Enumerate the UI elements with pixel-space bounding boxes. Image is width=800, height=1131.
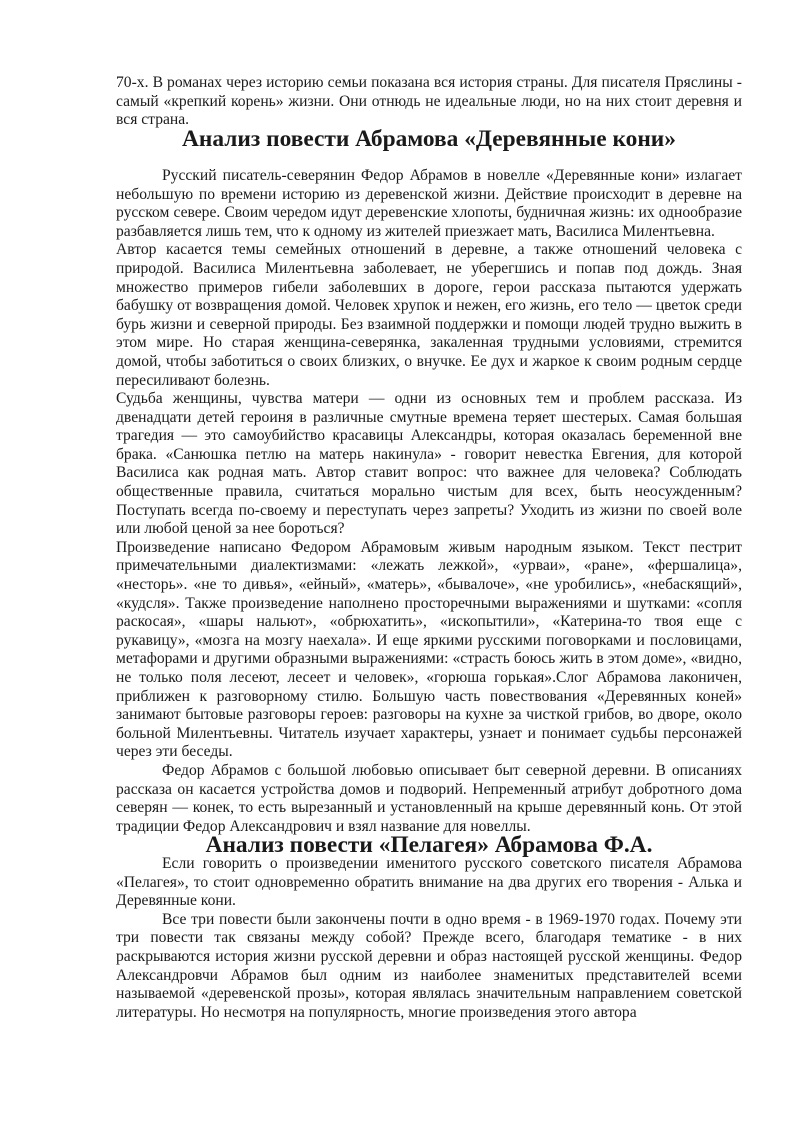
paragraph-body: Произведение написано Федором Абрамовым живым народным языком. Текст пестрит примечательными диалектизмами: «лежать лежкой», «урваи», «ране», «фершалица», «несторь». «не то дивья», «ейный», «матерь», «бывалоче», «не уробились», «небаскящий», «кудсля». Также произведение наполнено просторечными выражениями и шутками: «сопля раскосая», «шары нальют», «обрюхатить», «ископытили», «Катерина-то твоя еще с рукавицу», «мозга на мозгу наехала». И еще яркими русскими поговорками и пословицами, метафорами и другими образными выражениями: «страсть боюсь жить в этом доме», «видно, не только поля лесеют, лесеет и человек», «горюша горькая».Слог Абрамова лаконичен, приближен к разговорному стилю. Большую часть повествования «Деревянных коней» занимают бытовые разговоры героев: разговоры на кухне за чисткой грибов, во дворе, около больной Милентьевны. Читатель изучает характеры, узнает и понимает судьбы персонажей через эти беседы. — [116, 538, 742, 761]
paragraph-body: Если говорить о произведении именитого русского советского писателя Абрамова «Пелагея», то стоит одновременно обратить внимание на два других его творения - Алька и Деревянные кони. — [116, 854, 742, 910]
section-title-pelageya: Анализ повести «Пелагея» Абрамова Ф.А. — [205, 832, 653, 859]
paragraph-body: Судьба женщины, чувства матери — одни из основных тем и проблем рассказа. Из двенадцати детей героиня в различные смутные времена теряет шестерых. Самая большая трагедия — это самоубийство красавицы Александры, которая оказалась беременной вне брака. «Санюшка петлю на матерь накинула» - говорит невестка Евгения, для которой Василиса как родная мать. Автор ставит вопрос: что важнее для человека? Соблюдать общественные правила, считаться морально чистым для всех, быть неосужденным? Поступать всегда по-своему и переступать через запреты? Уходить из жизни по своей воле или любой ценой за нее бороться? — [116, 390, 742, 538]
paragraph-intro: 70-х. В романах через историю семьи показана вся история страны. Для писателя Пряслины - самый «крепкий корень» жизни. Они отнюдь не идеальные люди, но на них стоит деревня и вся страна. — [116, 74, 742, 129]
paragraph-body: Все три повести были закончены почти в одно время - в 1969-1970 годах. Почему эти три повести так связаны между собой? Прежде всего, благодаря тематике - в них раскрываются история жизни русской деревни и образ настоящей русской женщины. Федор Александровчи Абрамов был одним из наиболее знаменитых представителей всеми называемой «деревенской прозы», которая являлась значительным направлением советской литературы. Но несмотря на популярность, многие произведения этого автора — [116, 910, 742, 1021]
paragraph-body: Автор касается темы семейных отношений в деревне, а также отношений человека с природой. Василиса Милентьевна заболевает, не уберегшись и попав под дождь. Зная множество примеров гибели заболевших в дороге, герои рассказа пытаются удержать бабушку от возвращения домой. Человек хрупок и нежен, его жизнь, его тело — цветок среди бурь жизни и северной природы. Без взаимной поддержки и помощи людей трудно выжить в этом мире. Но старая женщина-северянка, закаленная трудными условиями, стремится домой, чтобы заботиться о своих близких, о внучке. Ее дух и жаркое к своим родным сердце пересиливают болезнь. — [116, 241, 742, 389]
section-title-derevyannye-koni: Анализ повести Абрамова «Деревянные кони» — [181, 125, 676, 152]
paragraph-body: Русский писатель-северянин Федор Абрамов в новелле «Деревянные кони» излагает небольшую по времени историю из деревенской жизни. Действие происходит в деревне на русском севере. Своим чередом идут деревенские хлопоты, будничная жизнь: их однообразие разбавляется лишь тем, что к одному из жителей приезжает мать, Василиса Милентьевна. — [116, 166, 742, 240]
paragraph-body: Федор Абрамов с большой любовью описывает быт северной деревни. В описаниях рассказа он касается устройства домов и подворий. Непременный атрибут добротного дома северян — конек, то есть вырезанный и установленный на крыше деревянный конь. От этой традиции Федор Александрович и взял название для новеллы. — [116, 761, 742, 835]
document-page — [116, 74, 742, 1022]
